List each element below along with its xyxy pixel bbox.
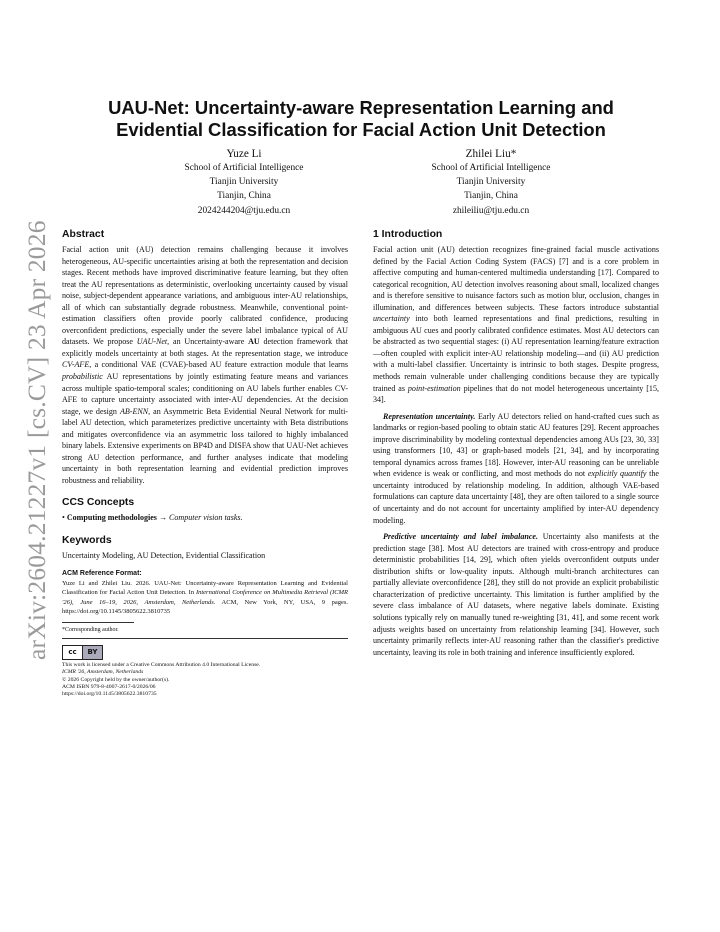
author-email[interactable]: zhileiliu@tju.edu.cn: [452, 205, 530, 216]
ccs-heading: CCS Concepts: [62, 497, 135, 509]
author-block-1: [124, 147, 364, 218]
cc-by-badge[interactable]: [62, 645, 103, 660]
author-affiliation: Tianjin, China: [464, 191, 518, 202]
author-affiliation: Tianjin, China: [217, 191, 271, 202]
title-line-1: UAU-Net: Uncertainty-aware Representation Learning and: [108, 97, 614, 118]
introduction-heading: 1 Introduction: [373, 229, 443, 240]
license-line: This work is licensed under a Creative Commons Attribution 4.0 International License.: [62, 661, 261, 668]
acm-reference-heading: ACM Reference Format:: [62, 569, 142, 577]
footnote: *Corresponding author.: [62, 626, 119, 633]
license-venue: ICMR '26, Amsterdam, Netherlands: [62, 669, 144, 676]
intro-paragraph: Predictive uncertainty and label imbalance. Uncertainty also manifests at the prediction stage [38]. Most AU detectors are trained with cross-entropy and produce deterministic probabilities [14, 29], which often yields overconfident outputs under distribution shifts or low-quality inputs. Although multi-branch architectures can partially alleviate overconfidence [28], they still do not provide an explicit probabilistic characterization of predictive uncertainty. This limitation is further amplified by the severe class imbalance of AU datasets, where negative labels dominate. Existing solutions typically rely on manually tuned re-weighting [31, 41], and some recent work adjusts weights based on uncertainty from relationship learning [34]. However, such uncertainty primarily reflects inter-AU reasoning rather than the classifier's predictive uncertainty, leaving its role in both training and inference insufficiently explored.: [373, 532, 659, 657]
left-column: [62, 228, 348, 698]
keywords-text: Uncertainty Modeling, AU Detection, Evidential Classification: [62, 551, 266, 561]
license-copyright: © 2026 Copyright held by the owner/author(s).: [62, 676, 170, 683]
acm-reference-text: Yuze Li and Zhilei Liu. 2026. UAU-Net: Uncertainty-aware Representation Learning and Evidential Classification for Facial Action Unit Detection. In International Conference on Multimedia Retrieval (ICMR '26), June 16–19, 2026, Amsterdam, Netherlands. ACM, New York, NY, USA, 9 pages. https://doi.org/10.1145/3805622.3810735: [62, 580, 348, 615]
author-affiliation: Tianjin University: [456, 177, 526, 188]
ccs-concepts: • Computing methodologies → Computer vision tasks.: [62, 513, 243, 523]
arxiv-stamp: arXiv:2604.21227v1 [cs.CV] 23 Apr 2026: [22, 220, 51, 660]
cc-icon: cc: [63, 646, 83, 659]
abstract-text: Facial action unit (AU) detection remains challenging because it involves heterogeneous, AU-specific uncertainties arising at both the representation and decision stages. Recent methods have improved discriminative feature learning, but they often treat the AU representations as deterministic, overlooking uncertainty caused by visual noise, subject-dependent appearance variations, and ambiguous inter-AU relationships, all of which can substantially degrade robustness. Meanwhile, conventional point-estimation classifiers often provide poorly calibrated confidence, producing overconfident predictions, especially under the severe label imbalance typical of AU datasets. We propose UAU-Net, an Uncertainty-aware AU detection framework that explicitly models uncertainty at both stages. At the representation stage, we introduce CV-AFE, a conditional VAE (CVAE)-based AU feature extraction module that learns probabilistic AU representations by jointly estimating feature means and variances across multiple spatio-temporal scales; conditioning on AU labels further enables CV-AFE to capture uncertainty associated with inter-AU dependencies. At the decision stage, we design AB-ENN, an Asymmetric Beta Evidential Neural Network for multi-label AU detection, which parameterizes predictive uncertainty with Beta distributions and mitigates overconfidence via an asymmetric loss tailored to highly imbalanced binary labels. Extensive experiments on BP4D and DISFA show that UAU-Net achieves strong AU detection performance, and further analyses indicate that modeling uncertainty in both representation learning and evidential prediction improves robustness and reliability.: [62, 245, 348, 485]
author-block-2: [371, 147, 611, 218]
license-isbn: ACM ISBN 979-8-4007-2617-0/2026/06: [62, 683, 156, 690]
author-email[interactable]: 2024244204@tju.edu.cn: [197, 205, 291, 216]
author-affiliation: School of Artificial Intelligence: [184, 163, 304, 173]
keywords-heading: Keywords: [62, 535, 112, 547]
abstract-heading: Abstract: [62, 229, 105, 240]
paper-title: [62, 97, 660, 141]
author-affiliation: School of Artificial Intelligence: [431, 163, 551, 173]
right-column: [373, 228, 659, 658]
footnote-rule: [62, 622, 134, 623]
intro-paragraph: Facial action unit (AU) detection recognizes fine-grained facial muscle activations defined by the Facial Action Coding System (FACS) [7] and is a core problem in affective computing and human-centered multimedia understanding [17]. Compared to categorical recognition, AU detection involves reasoning about small, localized changes and is therefore sensitive to nuisance factors such as motion blur, occlusion, changes in illumination, and differences between subjects. These factors introduce substantial uncertainty into both learned representations and final predictions, resulting in ambiguous AU cues and poorly calibrated confidence estimates. Most AU detectors can be abstracted as two sequential stages: (i) AU representation learning/feature extraction—often coupled with explicit inter-AU relationship modeling—and (ii) AU prediction with a multi-label classifier. Uncertainty is intrinsic to both stages. Despite progress, methods remain vulnerable under challenging conditions because they are typically trained as point-estimation pipelines that do not model heterogeneous uncertainty [15, 34].: [373, 245, 659, 405]
license-rule: [62, 638, 348, 639]
license-block: [62, 662, 348, 698]
title-line-2: Evidential Classification for Facial Action Unit Detection: [116, 119, 606, 140]
by-icon: BY: [83, 646, 102, 659]
intro-paragraph: Representation uncertainty. Early AU detectors relied on hand-crafted cues such as landmarks or region-based pooling to obtain static AU features [29]. Recent approaches improve discriminability by modeling contextual dependencies among AUs [23, 30, 33] using transformers [10, 43] or graph-based models [21, 34], and by incorporating temporal dynamics across frames [18]. However, inter-AU reasoning can be unreliable when evidence is weak or conflicting, and most methods do not explicitly quantify the uncertainty introduced by relationship modeling. In addition, although VAE-based formulations can capture data uncertainty [48], they are often tailored to a single source of uncertainty and do not account for uncertainty amplified by inter-AU dependency modeling.: [373, 411, 659, 525]
license-doi[interactable]: https://doi.org/10.1145/3805622.3810735: [62, 691, 157, 698]
author-name: Yuze Li: [226, 148, 262, 160]
author-name: Zhilei Liu*: [465, 148, 517, 160]
author-affiliation: Tianjin University: [209, 177, 279, 188]
